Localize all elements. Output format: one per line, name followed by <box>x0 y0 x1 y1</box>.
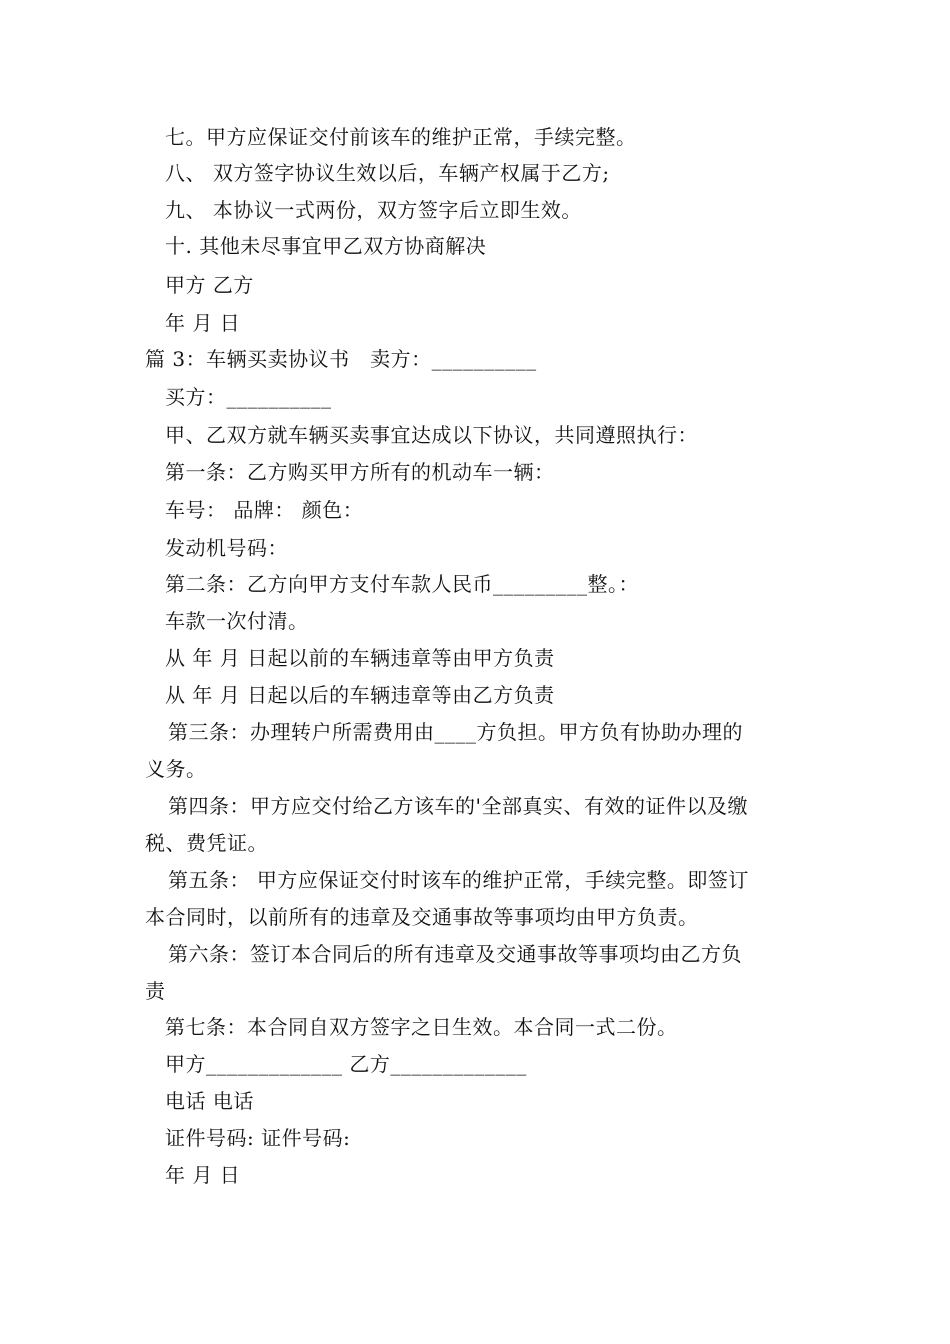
article-4-line-1: 第四条：甲方应交付给乙方该车的'全部真实、有效的证件以及缴 <box>168 794 748 818</box>
violation-before: 从 年 月 日起以前的车辆违章等由甲方负责 <box>165 646 555 670</box>
clause-10: 十. 其他未尽事宜甲乙双方协商解决 <box>165 234 487 258</box>
article-7: 第七条：本合同自双方签字之日生效。本合同一式二份。 <box>165 1015 678 1039</box>
clause-9: 九、 本协议一式两份，双方签字后立即生效。 <box>165 198 582 222</box>
buyer-line: 买方：__________ <box>165 385 332 409</box>
signature-parties: 甲方 乙方 <box>165 273 254 297</box>
vehicle-info: 车号： 品牌： 颜色： <box>165 498 364 522</box>
article-3-line-1: 第三条：办理转户所需费用由____方负担。甲方负有协助办理的 <box>168 720 743 744</box>
article-2: 第二条：乙方向甲方支付车款人民币_________整。： <box>165 572 639 596</box>
engine-number: 发动机号码： <box>165 536 288 560</box>
payment-note: 车款一次付清。 <box>165 609 309 633</box>
final-date: 年 月 日 <box>165 1163 241 1187</box>
intro-paragraph: 甲、乙双方就车辆买卖事宜达成以下协议，共同遵照执行： <box>165 423 698 447</box>
clause-8: 八、 双方签字协议生效以后，车辆产权属于乙方; <box>165 161 610 185</box>
article-6-line-2: 责 <box>145 979 166 1003</box>
article-1: 第一条：乙方购买甲方所有的机动车一辆： <box>165 460 555 484</box>
section-title: 篇 3：车辆买卖协议书 卖方：__________ <box>145 347 537 371</box>
signature-fields: 甲方_____________ 乙方_____________ <box>165 1052 527 1076</box>
article-5-line-1: 第五条： 甲方应保证交付时该车的维护正常，手续完整。即签订 <box>168 868 749 892</box>
phone-fields: 电话 电话 <box>165 1089 254 1113</box>
article-5-line-2: 本合同时，以前所有的违章及交通事故等事项均由甲方负责。 <box>145 905 699 929</box>
id-number-fields: 证件号码: 证件号码: <box>165 1126 351 1150</box>
article-3-line-2: 义务。 <box>145 757 207 781</box>
violation-after: 从 年 月 日起以后的车辆违章等由乙方负责 <box>165 683 555 707</box>
article-4-line-2: 税、费凭证。 <box>145 831 268 855</box>
clause-7: 七。甲方应保证交付前该车的维护正常，手续完整。 <box>165 125 637 149</box>
signature-date: 年 月 日 <box>165 311 241 335</box>
article-6-line-1: 第六条：签订本合同后的所有违章及交通事故等事项均由乙方负 <box>168 942 742 966</box>
